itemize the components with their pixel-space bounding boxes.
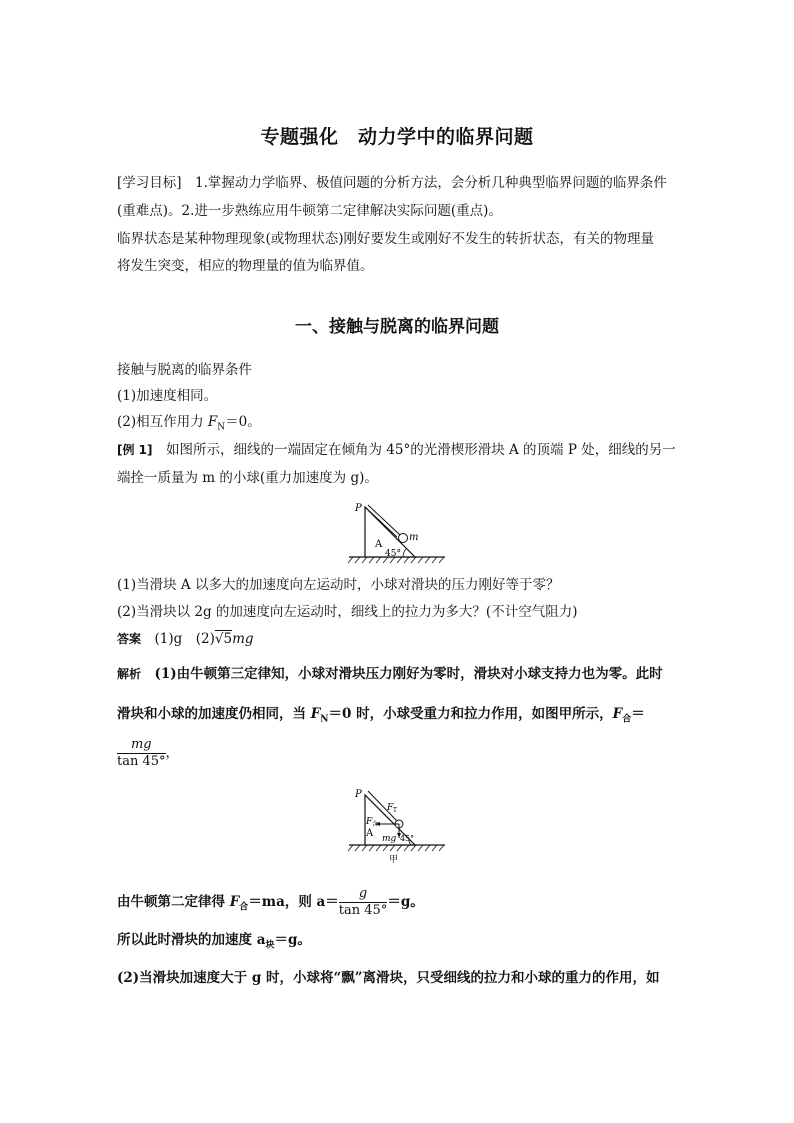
- analysis-label: 解析: [117, 667, 142, 681]
- wedge-figure-1: [345, 495, 455, 569]
- force-net-symbol: F: [612, 706, 623, 722]
- section-title: 一、接触与脱离的临界问题: [295, 317, 499, 337]
- analysis-text-3-tail: ＝g。: [387, 894, 424, 910]
- gravity-label: mg: [382, 834, 397, 844]
- analysis-text-4-prefix: 所以此时滑块的加速度 a: [117, 932, 266, 948]
- page-title: 专题强化 动力学中的临界问题: [260, 126, 534, 148]
- question-2: (2)当滑块以 2g 的加速度向左运动时，细线上的拉力为多大？(不计空气阻力): [117, 604, 578, 620]
- learning-goals-line-2: (重难点)。2.进一步熟练应用牛顿第二定律解决实际问题(重点)。: [117, 203, 502, 219]
- intro-line-2: 将发生突变，相应的物理量的值为临界值。: [117, 258, 374, 274]
- force-symbol: F: [207, 414, 218, 430]
- analysis-text-2-mid: ＝0 时，小球受重力和拉力作用，如图甲所示，: [328, 706, 613, 722]
- analysis-line-4: [117, 930, 682, 956]
- example-line-1: [117, 440, 682, 460]
- force-n-subscript: N: [320, 714, 329, 725]
- analysis-line-1: [117, 664, 682, 684]
- intro-line-1: 临界状态是某种物理现象(或物理状态)刚好要发生或刚好不发生的转折状态，有关的物理量: [117, 231, 655, 247]
- analysis-text-3-mid: ＝ma，则 a＝: [248, 894, 339, 910]
- angle-label-2: 45°: [400, 834, 415, 843]
- acceleration-subscript: 块: [265, 940, 275, 951]
- analysis-text-1: (1)由牛顿第三定律知，小球对滑块压力刚好为零时，滑块对小球支持力也为零。此时: [154, 666, 663, 682]
- analysis-fraction-line: [117, 737, 682, 770]
- example-tag: [例 1]: [117, 443, 153, 457]
- answer-label: 答案: [117, 632, 142, 646]
- condition-2-prefix: (2)相互作用力: [117, 414, 208, 430]
- point-p-label-2: P: [355, 789, 362, 800]
- learning-goals-line-1: [学习目标] 1.掌握动力学临界、极值问题的分析方法，会分析几种典型临界问题的临界条件: [117, 175, 667, 191]
- analysis-eq: ＝: [631, 706, 645, 722]
- mass-m-label: m: [409, 532, 419, 543]
- net-force-subscript: 合: [372, 821, 379, 828]
- force-net-subscript: 合: [622, 714, 632, 725]
- fraction-g-over-tan: [339, 886, 388, 919]
- fraction-tail: ，: [165, 745, 180, 761]
- point-p-label: P: [355, 503, 362, 514]
- answer-2-prefix: (2): [195, 631, 215, 647]
- force-subscript: N: [217, 422, 226, 433]
- force-net-symbol-2: F: [229, 894, 240, 910]
- angle-label: 45°: [385, 549, 401, 559]
- condition-title: 接触与脱离的临界条件: [117, 362, 252, 378]
- condition-1: (1)加速度相同。: [117, 388, 218, 404]
- example-line-2: 端拴一质量为 m 的小球(重力加速度为 g)。: [117, 470, 378, 486]
- example-text-1: 如图所示，细线的一端固定在倾角为 45°的光滑楔形滑块 A 的顶端 P 处，细线的另一: [152, 442, 676, 458]
- fraction-g-numerator: g: [358, 886, 368, 901]
- answer-line: [117, 629, 682, 649]
- analysis-line-3: [117, 886, 682, 919]
- fraction-mg-over-tan: [117, 737, 166, 770]
- net-force-symbol: F: [366, 817, 373, 827]
- wedge-a-label-2: A: [366, 828, 374, 839]
- figure-caption: 甲: [389, 855, 399, 865]
- force-net-subscript-2: 合: [239, 902, 249, 913]
- condition-2: [117, 412, 682, 438]
- analysis-line-2: [117, 704, 682, 730]
- answer-1: (1)g: [154, 631, 183, 647]
- analysis-text-2-prefix: 滑块和小球的加速度仍相同，当: [117, 706, 311, 722]
- analysis-text-3-prefix: 由牛顿第二定律得: [117, 894, 230, 910]
- tension-subscript: T: [393, 807, 398, 814]
- condition-2-suffix: ＝0。: [225, 414, 261, 430]
- analysis-text-4-tail: ＝g。: [274, 932, 311, 948]
- fraction-g-denominator: tan 45°: [338, 903, 388, 918]
- force-n-symbol: F: [310, 706, 321, 722]
- fraction-denominator: tan 45°: [117, 754, 166, 769]
- answer-2-root: √5: [214, 631, 233, 647]
- tension-symbol: F: [387, 803, 394, 813]
- wedge-a-label: A: [375, 539, 383, 550]
- wedge-figure-2: [345, 783, 455, 872]
- answer-2-suffix: mg: [232, 631, 254, 647]
- question-1: (1)当滑块 A 以多大的加速度向左运动时，小球对滑块的压力刚好等于零？: [117, 577, 560, 593]
- analysis-line-5: (2)当滑块加速度大于 g 时，小球将“飘”离滑块，只受细线的拉力和小球的重力的作用，如: [117, 970, 660, 986]
- fraction-numerator: mg: [130, 737, 152, 752]
